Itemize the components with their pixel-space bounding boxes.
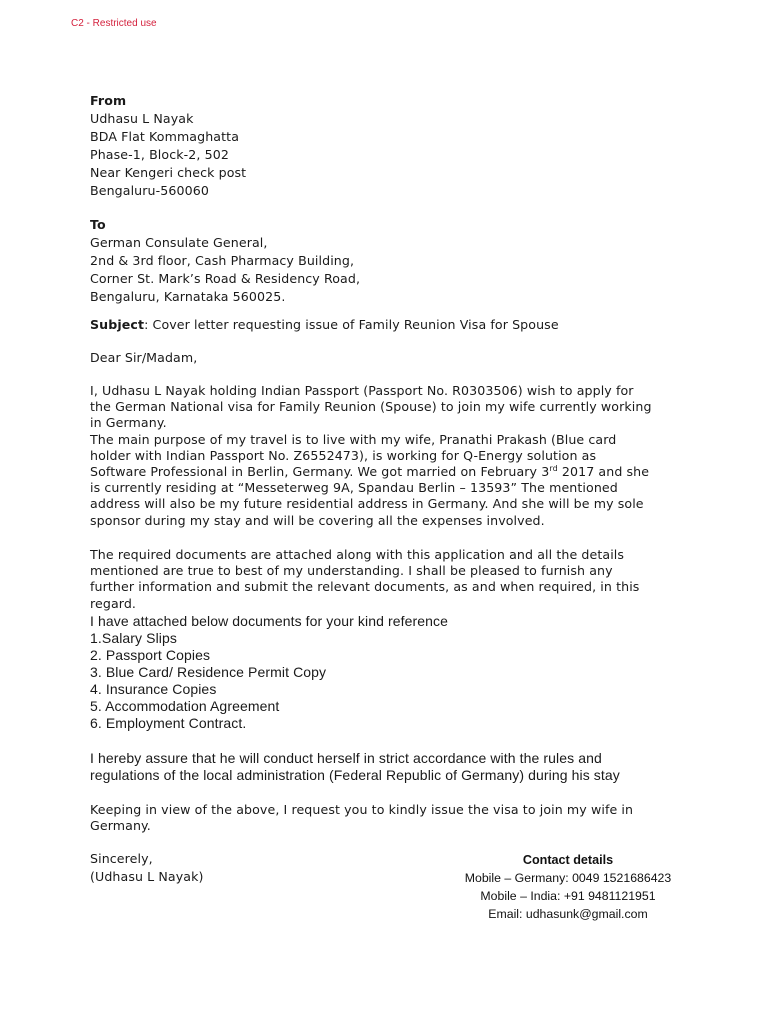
contact-phone-india: Mobile – India: +91 9481121951 xyxy=(480,889,656,903)
list-item: 6. Employment Contract. xyxy=(90,715,247,731)
contact-title: Contact details xyxy=(522,853,614,867)
list-item: 1.Salary Slips xyxy=(90,630,177,646)
para3-line: further information and submit the relevant documents, as and when required, in this xyxy=(90,579,640,595)
to-line: Bengaluru, Karnataka 560025. xyxy=(90,289,286,304)
from-line: Bengaluru-560060 xyxy=(90,183,209,198)
recipient-address xyxy=(90,216,690,306)
signatory-name: (Udhasu L Nayak) xyxy=(90,869,204,884)
classification-label: C2 - Restricted use xyxy=(71,18,157,29)
para2-line: is currently residing at “Messeterweg 9A, Spandau Berlin – 13593” The mentioned xyxy=(90,480,618,496)
list-item: 2. Passport Copies xyxy=(90,647,211,663)
from-line: Near Kengeri check post xyxy=(90,165,247,180)
list-item: 3. Blue Card/ Residence Permit Copy xyxy=(90,664,327,680)
para3-line: mentioned are true to best of my understanding. I shall be pleased to furnish any xyxy=(90,563,613,579)
contact-details xyxy=(430,851,706,923)
list-item: 5. Accommodation Agreement xyxy=(90,698,280,714)
assurance-line: regulations of the local administration (Federal Republic of Germany) during his stay xyxy=(90,767,620,783)
para3-line: The required documents are attached along with this application and all the details xyxy=(90,547,625,562)
sign-off: Sincerely, xyxy=(90,851,153,866)
to-line: 2nd & 3rd floor, Cash Pharmacy Building, xyxy=(90,253,355,268)
document-list xyxy=(90,613,690,732)
para2-line: address will also be my future residential address in Germany. And she will be my sole xyxy=(90,496,644,512)
list-item: 4. Insurance Copies xyxy=(90,681,217,697)
subject-line xyxy=(90,316,690,334)
para2-line: holder with Indian Passport No. Z6552473), is working for Q-Energy solution as xyxy=(90,447,597,463)
body-paragraph-documents xyxy=(90,547,682,612)
para1-line: I, Udhasu L Nayak holding Indian Passport (Passport No. R0303506) wish to apply for xyxy=(90,383,634,398)
para2-date-line xyxy=(90,464,682,480)
request-paragraph xyxy=(90,802,682,834)
body-paragraph-intro xyxy=(90,383,682,529)
subject-text: : Cover letter requesting issue of Family Reunion Visa for Spouse xyxy=(144,317,559,332)
para3-line: regard. xyxy=(90,595,137,611)
ordinal-suffix: rd xyxy=(549,463,558,473)
from-line: BDA Flat Kommaghatta xyxy=(90,129,240,144)
sender-address xyxy=(90,92,690,200)
from-line: Phase-1, Block-2, 502 xyxy=(90,147,229,162)
para2-date-text-end: 2017 and she xyxy=(557,464,650,480)
assurance-paragraph xyxy=(90,750,690,784)
para2-line: The main purpose of my travel is to live with my wife, Pranathi Prakash (Blue card xyxy=(90,431,617,447)
subject-label: Subject xyxy=(90,317,145,332)
assurance-line: I hereby assure that he will conduct herself in strict accordance with the rules and xyxy=(90,750,602,766)
para2-date-text: Software Professional in Berlin, Germany. We got married on February 3 xyxy=(90,464,550,480)
to-heading: To xyxy=(90,217,106,232)
to-line: German Consulate General, xyxy=(90,235,268,250)
para1-line: the German National visa for Family Reunion (Spouse) to join my wife currently working xyxy=(90,399,652,415)
contact-phone-germany: Mobile – Germany: 0049 1521686423 xyxy=(464,871,672,885)
para1-line: in Germany. xyxy=(90,415,167,431)
contact-email: Email: udhasunk@gmail.com xyxy=(488,907,648,921)
to-line: Corner St. Mark’s Road & Residency Road, xyxy=(90,271,361,286)
request-line: Keeping in view of the above, I request you to kindly issue the visa to join my wife in xyxy=(90,802,634,817)
para2-line: sponsor during my stay and will be covering all the expenses involved. xyxy=(90,512,545,528)
salutation-text: Dear Sir/Madam, xyxy=(90,350,198,365)
salutation xyxy=(90,349,690,367)
document-list-intro: I have attached below documents for your kind reference xyxy=(90,613,449,629)
from-line: Udhasu L Nayak xyxy=(90,111,194,126)
request-line: Germany. xyxy=(90,818,151,834)
from-heading: From xyxy=(90,93,127,108)
